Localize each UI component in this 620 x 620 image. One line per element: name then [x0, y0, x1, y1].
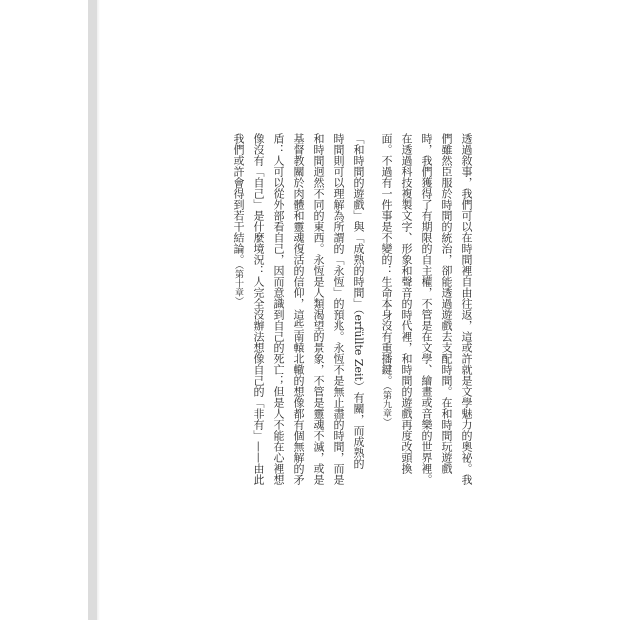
chapter-citation: （第十章） — [233, 265, 243, 306]
page-edge — [88, 0, 97, 620]
text-line: 時間則可以理解為所謂的「永恆」的預兆。永恆不是無止盡的時間，而是 — [332, 133, 345, 485]
text-line: 盾：人可以從外部看自己，因而意識到自己的死亡；但是人不能在心裡想 — [272, 133, 285, 485]
text-line: 透過敘事，我們可以在時間裡自由往返，這或許就是文學魅力的奧祕。我 — [460, 133, 473, 485]
text-line: 基督教關於肉體和靈魂復活的信仰，這些南轅北轍的想像都有個無解的矛 — [292, 133, 305, 485]
text-line: 像沒有「自己」是什麼境況：人完全沒辦法想像自己的「非有」——由此 — [252, 133, 265, 485]
vertical-text-block — [228, 133, 476, 489]
page-edge-shadow — [97, 0, 100, 620]
text-line-last — [376, 133, 396, 489]
text-line: 「和時間的遊戲」與「成熟的時間」（erfüllte Zeit）有關，而成熟的 — [352, 133, 365, 469]
paragraph-1 — [376, 133, 476, 489]
text-line-content: 我們或許會得到若干結論。 — [232, 133, 245, 265]
text-line: 在透過科技複製文字、形象和聲音的時代裡，和時間的遊戲再度改頭換 — [400, 133, 413, 474]
text-line: 和時間迥然不同的東西。永恆是人類渴望的景象，不管是靈魂不滅，或是 — [312, 133, 325, 485]
text-line: 們雖然臣服於時間的統治，卻能透過遊戲去支配時間。在和時間玩遊戲 — [440, 133, 453, 474]
text-line: 時，我們獲得了有期限的自主權，不管是在文學、繪畫或音樂的世界裡。 — [420, 133, 433, 485]
paragraph-2 — [228, 133, 368, 489]
text-line-last — [228, 133, 248, 489]
chapter-citation: （第九章） — [381, 386, 391, 427]
text-line-content: 面。不過有一件事是不變的：生命本身沒有重播鍵。 — [380, 133, 393, 386]
